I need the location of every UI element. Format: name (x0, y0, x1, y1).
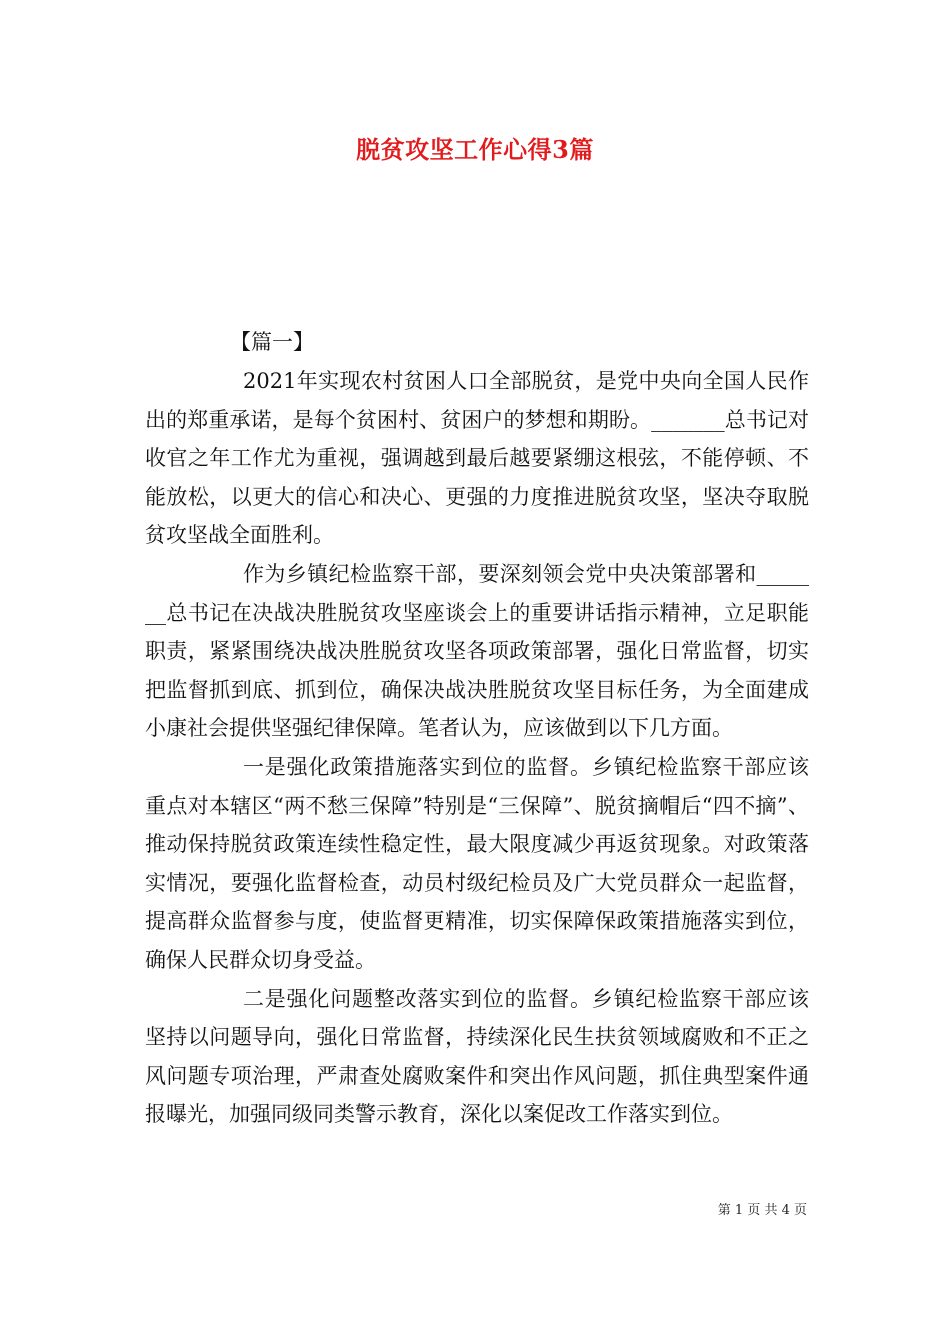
section-label: 【篇一】 (230, 330, 314, 354)
page-footer: 第 1 页 共 4 页 (717, 1203, 807, 1218)
paragraph: 2021年实现农村贫困人口全部脱贫，是党中央向全国人民作出的郑重承诺，是每个贫困村、贫困户的梦想和期盼。_______总书记对收官之年工作尤为重视，强调越到最后越要紧绷这根弦，不能停顿、不能放松，以更大的信心和决心、更强的力度推进脱贫攻坚，坚决夺取脱贫攻坚战全面胜利。 (145, 369, 809, 548)
document-title: 脱贫攻坚工作心得3篇 (356, 135, 594, 164)
paragraph: 二是强化问题整改落实到位的监督。乡镇纪检监察干部应该坚持以问题导向，强化日常监督，持续深化民生扶贫领域腐败和不正之风问题专项治理，严肃查处腐败案件和突出作风问题，抓住典型案件通报曝光，加强同级同类警示教育，深化以案促改工作落实到位。 (145, 986, 809, 1127)
paragraph: 一是强化政策措施落实到位的监督。乡镇纪检监察干部应该重点对本辖区“两不愁三保障”特别是“三保障”、脱贫摘帽后“四不摘”、推动保持脱贫政策连续性稳定性，最大限度减少再返贫现象。对政策落实情况，要强化监督检查，动员村级纪检员及广大党员群众一起监督，提高群众监督参与度，使监督更精准，切实保障保政策措施落实到位，确保人民群众切身受益。 (145, 754, 809, 972)
paragraph: 作为乡镇纪检监察干部，要深刻领会党中央决策部署和_______总书记在决战决胜脱贫攻坚座谈会上的重要讲话指示精神，立足职能职责，紧紧围绕决战决胜脱贫攻坚各项政策部署，强化日常监督，切实把监督抓到底、抓到位，确保决战决胜脱贫攻坚目标任务，为全面建成小康社会提供坚强纪律保障。笔者认为，应该做到以下几方面。 (145, 561, 809, 741)
document-body (145, 362, 809, 1134)
